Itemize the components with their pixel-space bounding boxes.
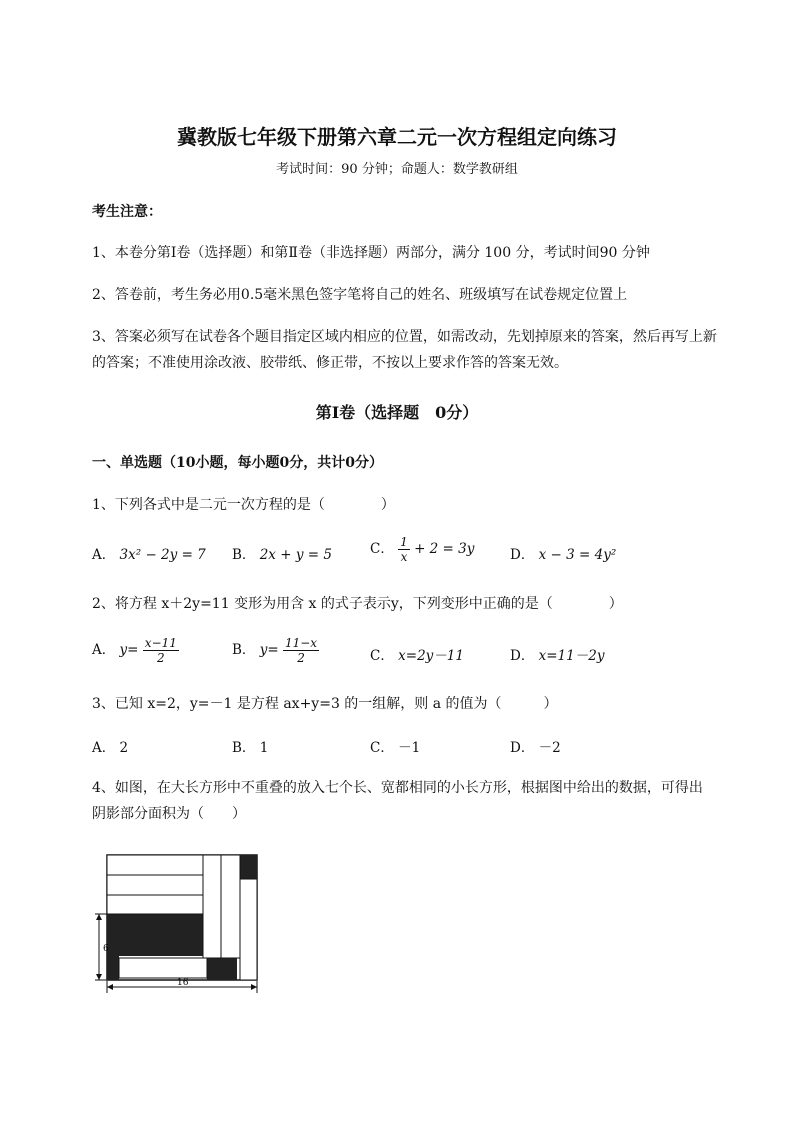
page-title: 冀教版七年级下册第六章二元一次方程组定向练习 bbox=[177, 125, 617, 149]
shaded-region-bottom bbox=[207, 958, 237, 980]
option-prefix: y= bbox=[119, 642, 139, 658]
option-text: x=11－2y bbox=[538, 648, 605, 664]
q3-option-d[interactable] bbox=[510, 736, 561, 756]
option-label: D． bbox=[510, 648, 535, 664]
question-4-stem-line1: 4、如图，在大长方形中不重叠的放入七个长、宽都相同的小长方形，根据图中给出的数据，可得出 bbox=[92, 780, 703, 796]
option-label: D． bbox=[510, 547, 535, 563]
option-label: C． bbox=[370, 541, 394, 557]
q3-option-c[interactable] bbox=[370, 736, 420, 756]
option-label: A． bbox=[92, 642, 116, 658]
option-text: 2 bbox=[119, 740, 129, 756]
option-text: －1 bbox=[398, 740, 421, 756]
option-text: 1 bbox=[259, 740, 269, 756]
option-text: 3x² − 2y = 7 bbox=[119, 547, 206, 563]
option-label: B． bbox=[232, 740, 256, 756]
option-text: + 2 = 3y bbox=[414, 541, 475, 557]
notice-item-3: 3、答案必须写在试卷各个题目指定区域内相应的位置，如需改动，先划掉原来的答案，然后再写上新 bbox=[92, 329, 717, 345]
q1-option-c[interactable] bbox=[370, 535, 474, 564]
q2-option-b[interactable] bbox=[232, 636, 319, 665]
notice-item-1: 1、本卷分第Ⅰ卷（选择题）和第Ⅱ卷（非选择题）两部分，满分 100 分，考试时间90 分钟 bbox=[92, 245, 650, 261]
fraction: $\frac{11-x}{2}$ bbox=[284, 636, 318, 665]
small-rect-h1 bbox=[107, 855, 203, 875]
q2-option-c[interactable] bbox=[370, 644, 464, 664]
part-title: 一、单选题（10小题，每小题0分，共计0分） bbox=[92, 455, 383, 471]
option-text: x − 3 = 4y² bbox=[538, 547, 617, 563]
q1-option-d[interactable] bbox=[510, 543, 616, 563]
q3-option-a[interactable] bbox=[92, 736, 128, 756]
fraction: $\frac{1}{x}$ bbox=[400, 535, 408, 564]
shaded-region-left bbox=[107, 914, 203, 956]
option-label: B． bbox=[232, 547, 256, 563]
small-rect-v3 bbox=[240, 879, 257, 980]
small-rect-v1 bbox=[203, 855, 221, 958]
question-4-stem-line2: 阴影部分面积为（ ） bbox=[92, 806, 246, 822]
q2-option-a[interactable] bbox=[92, 636, 179, 665]
option-label: C． bbox=[370, 648, 394, 664]
height-label: 6 bbox=[103, 944, 109, 954]
q1-option-b[interactable] bbox=[232, 543, 332, 563]
notice-item-3-cont: 的答案；不准使用涂改液、胶带纸、修正带，不按以上要求作答的答案无效。 bbox=[92, 355, 568, 371]
q1-option-a[interactable] bbox=[92, 543, 206, 563]
option-text: －2 bbox=[538, 740, 561, 756]
q2-option-d[interactable] bbox=[510, 644, 604, 664]
rectangle-figure bbox=[94, 850, 264, 995]
small-rect-v2 bbox=[221, 855, 240, 958]
shaded-region-top-right bbox=[240, 855, 257, 879]
notice-item-2: 2、答卷前，考生务必用0.5毫米黑色签字笔将自己的姓名、班级填写在试卷规定位置上 bbox=[92, 287, 628, 303]
option-label: D． bbox=[510, 740, 535, 756]
width-label: 16 bbox=[177, 978, 189, 988]
option-label: A． bbox=[92, 547, 116, 563]
small-rect-h3 bbox=[107, 895, 203, 914]
question-3-stem: 3、已知 x=2，y=－1 是方程 ax+y=3 的一组解，则 a 的值为（ ） bbox=[92, 696, 558, 712]
option-text: x=2y－11 bbox=[398, 648, 464, 664]
notice-heading: 考生注意： bbox=[92, 204, 162, 220]
fraction: $\frac{x-11}{2}$ bbox=[144, 636, 177, 665]
shaded-region-left-bottom bbox=[107, 956, 119, 980]
q3-option-b[interactable] bbox=[232, 736, 268, 756]
option-label: C． bbox=[370, 740, 394, 756]
question-2-stem: 2、将方程 x＋2y=11 变形为用含 x 的式子表示y，下列变形中正确的是（ ） bbox=[92, 596, 623, 612]
small-rect-h4 bbox=[119, 958, 207, 978]
small-rect-h2 bbox=[107, 875, 203, 895]
option-text: 2x + y = 5 bbox=[259, 547, 332, 563]
option-label: B． bbox=[232, 642, 256, 658]
question-1-stem: 1、下列各式中是二元一次方程的是（ ） bbox=[92, 497, 395, 513]
option-label: A． bbox=[92, 740, 116, 756]
option-prefix: y= bbox=[259, 642, 279, 658]
page-subtitle: 考试时间：90 分钟；命题人：数学教研组 bbox=[276, 162, 518, 177]
section-title: 第Ⅰ卷（选择题 0分） bbox=[315, 403, 479, 422]
